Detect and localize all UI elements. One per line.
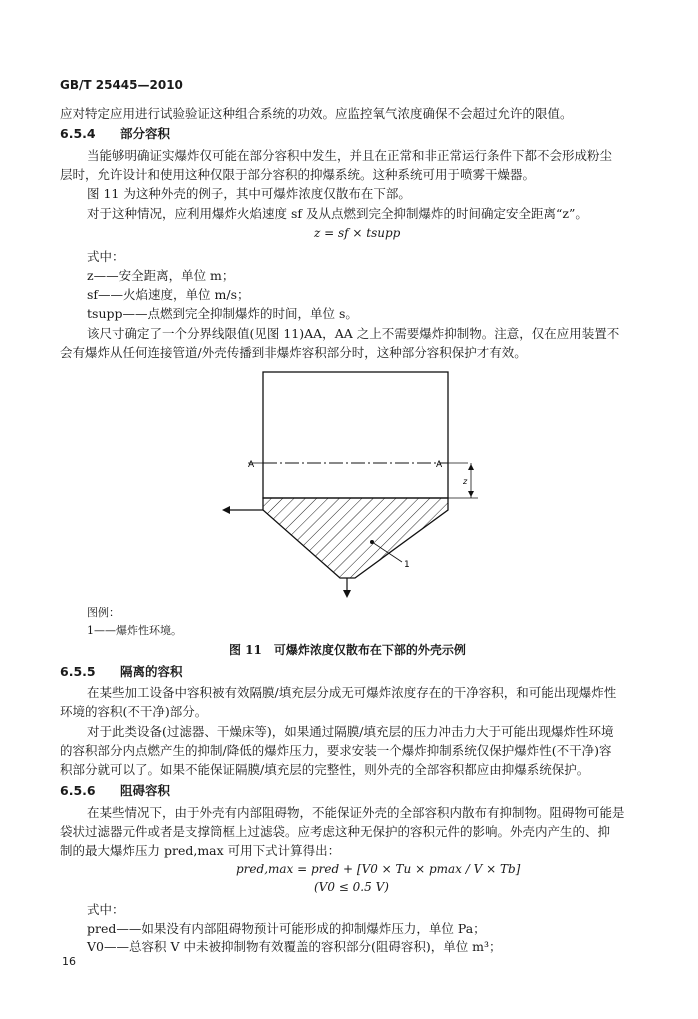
explosive-zone-hatch [263,498,448,578]
page-number: 16 [62,955,76,968]
label-a-right: A [436,460,443,470]
section-654-p4-line2: 会有爆炸从任何连接管道/外壳传播到非爆炸容积部分时，这种部分容积保护才有效。 [60,345,527,360]
section-654-p4-line1: 该尺寸确定了一个分界线限值(见图 11)AA，AA 之上不需要爆炸抑制物。注意，仅在应用装置不 [87,326,620,341]
section-655-p1-line2: 环境的容积(不干净)部分。 [60,704,208,719]
section-656-where-label: 式中： [87,902,125,917]
section-655-p2-line2: 的容积部分内点燃产生的抑制/降低的爆炸压力，要求安装一个爆炸抑制系统仅保护爆炸性(不干净)容 [60,743,612,758]
z-arrow-down-icon [468,491,474,497]
section-655-heading [60,662,183,680]
bottom-outlet-arrow-icon [343,590,351,598]
section-656-heading [60,781,170,799]
section-654-number: 6.5.4 [60,126,96,141]
section-655-p1-line1: 在某些加工设备中容积被有效隔膜/填充层分成无可爆炸浓度存在的干净容积，和可能出现爆炸性 [87,685,617,700]
section-656-number: 6.5.6 [60,783,96,798]
section-654-title: 部分容积 [120,126,171,141]
callout-dot [370,540,374,544]
section-656-formula-main: pred,max = pred + [V0 × Tu × pmax / V × Tb] [236,862,521,876]
section-654-def3: tsupp——点燃到完全抑制爆炸的时间，单位 s。 [87,306,358,321]
section-655-title: 隔离的容积 [120,664,183,679]
section-654-formula: z = sf × tsupp [314,226,401,240]
label-a-left: A [248,460,255,470]
section-656-title: 阻碍容积 [120,783,171,798]
section-655-p2-line1: 对于此类设备(过滤器、干燥床等)，如果通过隔膜/填充层的压力冲击力大于可能出现爆炸性环境 [87,724,614,739]
section-654-def1: z——安全距离，单位 m； [87,268,235,283]
section-656-def1: pred——如果没有内部阻碍物预计可能形成的抑制爆炸压力，单位 Pa； [87,921,486,936]
side-outlet-arrow-icon [222,506,230,514]
section-656-p1-line3: 制的最大爆炸压力 pred,max 可用下式计算得出： [60,843,341,858]
figure-legend-item: 1——爆炸性环境。 [87,624,182,637]
section-654-p3: 对于这种情况，应利用爆炸火焰速度 sf 及从点燃到完全抑制爆炸的时间确定安全距离“z”。 [87,206,588,221]
section-654-where-label: 式中： [87,249,125,264]
section-654-def2: sf——火焰速度，单位 m/s； [87,287,250,302]
section-656-p1-line1: 在某些情况下，由于外壳有内部阻碍物，不能保证外壳的全部容积内散布有抑制物。阻碍物可能是 [87,805,625,820]
section-656-p1-line2: 袋状过滤器元件或者是支撑筒框上过滤袋。应考虑这种无保护的容积元件的影响。外壳内产生的、抑 [60,824,611,839]
section-654-p2: 图 11 为这种外壳的例子，其中可爆炸浓度仅散布在下部。 [87,186,411,201]
section-655-p2-line3: 积部分就可以了。如果不能保证隔膜/填充层的完整性，则外壳的全部容积都应由抑爆系统保护。 [60,762,590,777]
standard-code: GB/T 25445—2010 [60,78,183,92]
figure-legend-title: 图例： [87,606,120,619]
section-655-number: 6.5.5 [60,664,96,679]
section-656-formula-condition: (V0 ≤ 0.5 V) [314,880,389,894]
enclosure-body [263,372,448,498]
intro-line: 应对特定应用进行试验验证这种组合系统的功效。应监控氧气浓度确保不会超过允许的限值。 [60,106,573,121]
callout-1: 1 [404,560,410,570]
label-z: z [463,477,468,486]
section-654-p1-line1: 当能够明确证实爆炸仅可能在部分容积中发生，并且在正常和非正常运行条件下都不会形成粉尘 [87,148,613,163]
z-arrow-up-icon [468,464,474,470]
section-656-def2: V0——总容积 V 中未被抑制物有效覆盖的容积部分(阻碍容积)，单位 m³； [87,939,502,954]
section-654-p1-line2: 层时，允许设计和使用这种仅限于部分容积的抑爆系统。这种系统可用于喷雾干燥器。 [60,167,536,182]
figure-caption: 图 11 可爆炸浓度仅散布在下部的外壳示例 [229,643,466,657]
